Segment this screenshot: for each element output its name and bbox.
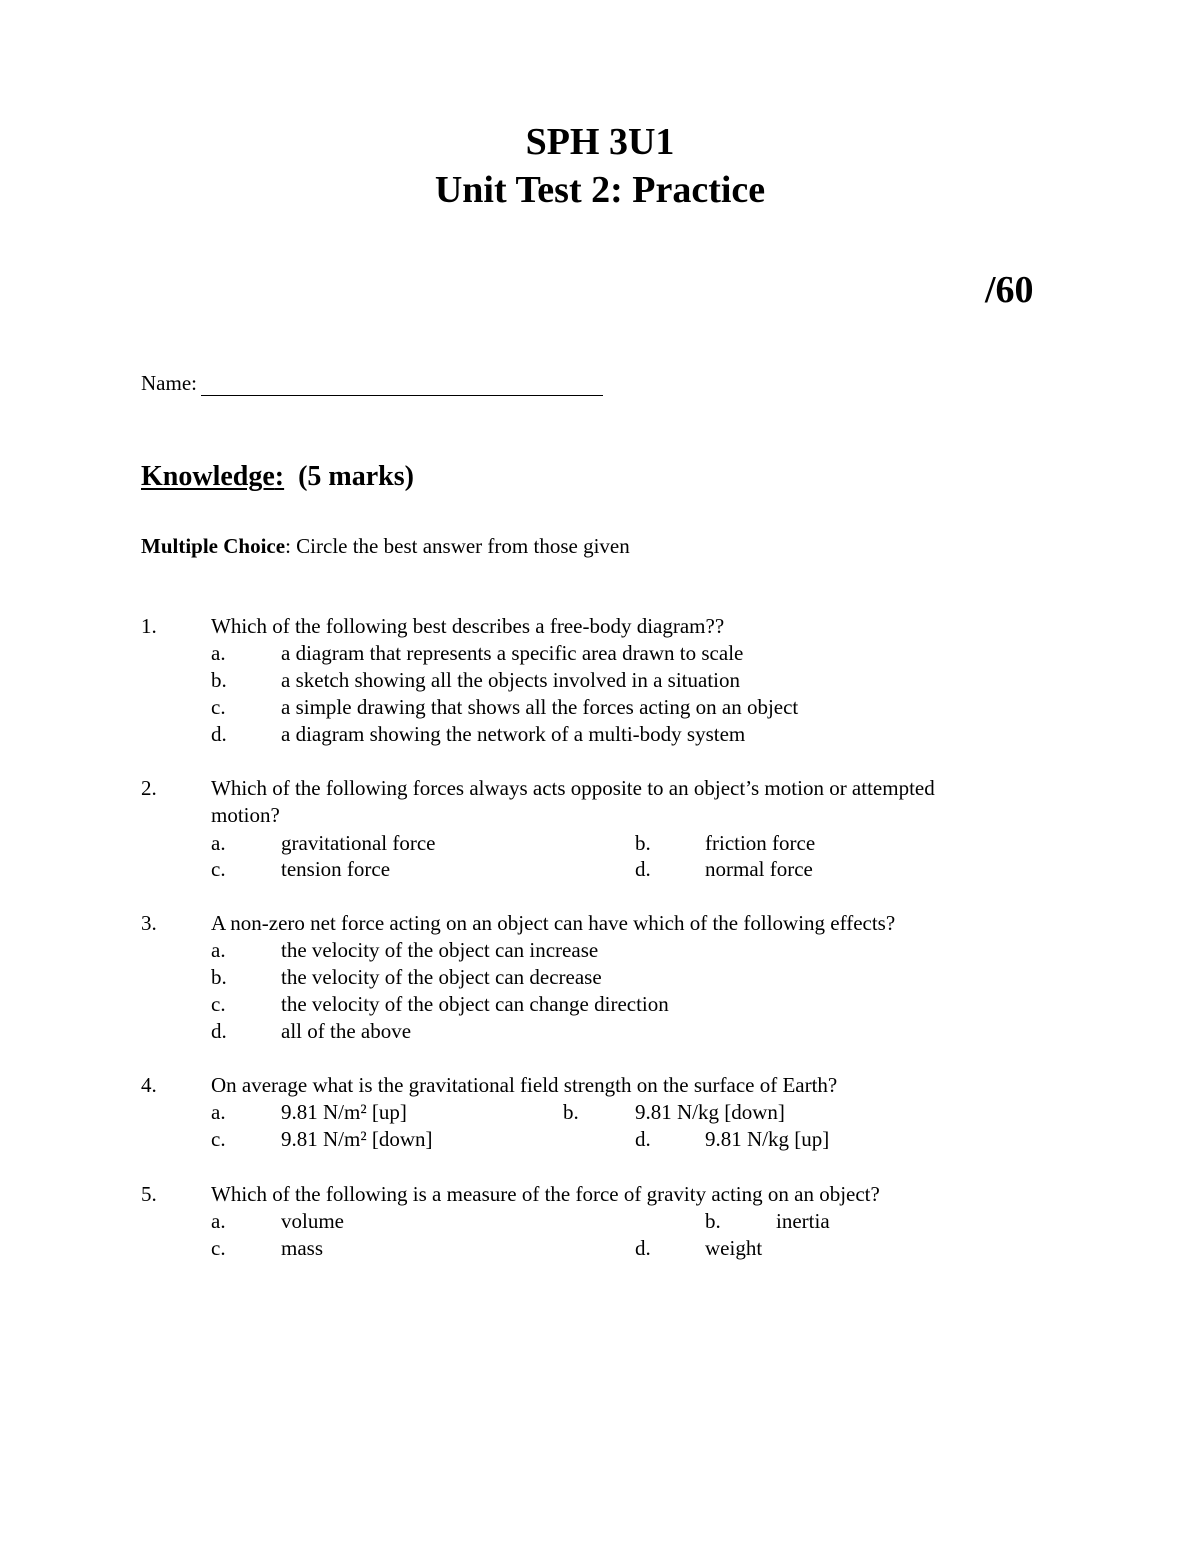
instructions-text: : Circle the best answer from those given [285,534,630,558]
question-number: 1. [141,614,157,638]
option-text[interactable]: gravitational force [281,831,436,855]
option-text[interactable]: 9.81 N/m² [down] [281,1127,433,1151]
question-text: Which of the following best describes a free-body diagram?? [211,614,725,638]
option-text[interactable]: mass [281,1236,323,1260]
option-letter: d. [211,722,227,746]
question-text: Which of the following is a measure of the force of gravity acting on an object? [211,1182,880,1206]
option-text[interactable]: the velocity of the object can change direction [281,992,669,1016]
course-code: SPH 3U1 [525,121,675,163]
option-letter: c. [211,1127,226,1151]
instructions [141,533,630,559]
option-text[interactable]: a simple drawing that shows all the forces acting on an object [281,695,799,719]
option-text[interactable]: a sketch showing all the objects involved in a situation [281,668,740,692]
question-number: 2. [141,776,157,800]
option-text[interactable]: all of the above [281,1019,412,1043]
section-colon: : [274,461,285,492]
option-text[interactable]: 9.81 N/m² [up] [281,1100,407,1124]
option-letter: d. [211,1019,227,1043]
question-text: Which of the following forces always acts opposite to an object’s motion or attempted [211,776,935,800]
option-text[interactable]: a diagram that represents a specific area drawn to scale [281,641,744,665]
option-text[interactable]: weight [705,1236,763,1260]
name-field-row [141,370,603,396]
section-title: Knowledge [141,461,275,492]
option-letter: b. [705,1209,721,1233]
option-letter: b. [635,831,651,855]
option-letter: b. [563,1100,579,1124]
option-letter: d. [635,857,651,881]
option-text[interactable]: the velocity of the object can increase [281,938,599,962]
option-letter: a. [211,938,226,962]
question-number: 4. [141,1073,157,1097]
option-letter: a. [211,1100,226,1124]
question-text-continued: motion? [211,803,280,827]
option-text[interactable]: tension force [281,857,391,881]
question-number: 3. [141,911,157,935]
total-marks: /60 [985,269,1034,311]
option-letter: b. [211,965,227,989]
option-text[interactable]: a diagram showing the network of a multi-body system [281,722,746,746]
option-letter: c. [211,1236,226,1260]
instructions-label: Multiple Choice [141,534,286,558]
page-title: Unit Test 2: Practice [434,169,766,211]
option-text[interactable]: inertia [776,1209,830,1233]
option-text[interactable]: 9.81 N/kg [up] [705,1127,830,1151]
option-letter: c. [211,992,226,1016]
option-text[interactable]: volume [281,1209,344,1233]
option-text[interactable]: normal force [705,857,813,881]
name-label: Name: [141,371,197,395]
question-number: 5. [141,1182,157,1206]
question-text: A non-zero net force acting on an object can have which of the following effects? [211,911,896,935]
option-letter: a. [211,831,226,855]
option-letter: c. [211,857,226,881]
option-letter: d. [635,1127,651,1151]
option-letter: b. [211,668,227,692]
section-marks: (5 marks) [298,461,414,492]
option-text[interactable]: the velocity of the object can decrease [281,965,602,989]
option-letter: c. [211,695,226,719]
option-text[interactable]: 9.81 N/kg [down] [635,1100,785,1124]
option-letter: a. [211,1209,226,1233]
name-blank-line[interactable] [201,373,603,396]
question-text: On average what is the gravitational field strength on the surface of Earth? [211,1073,838,1097]
option-letter: d. [635,1236,651,1260]
option-letter: a. [211,641,226,665]
option-text[interactable]: friction force [705,831,816,855]
section-heading [141,460,414,494]
